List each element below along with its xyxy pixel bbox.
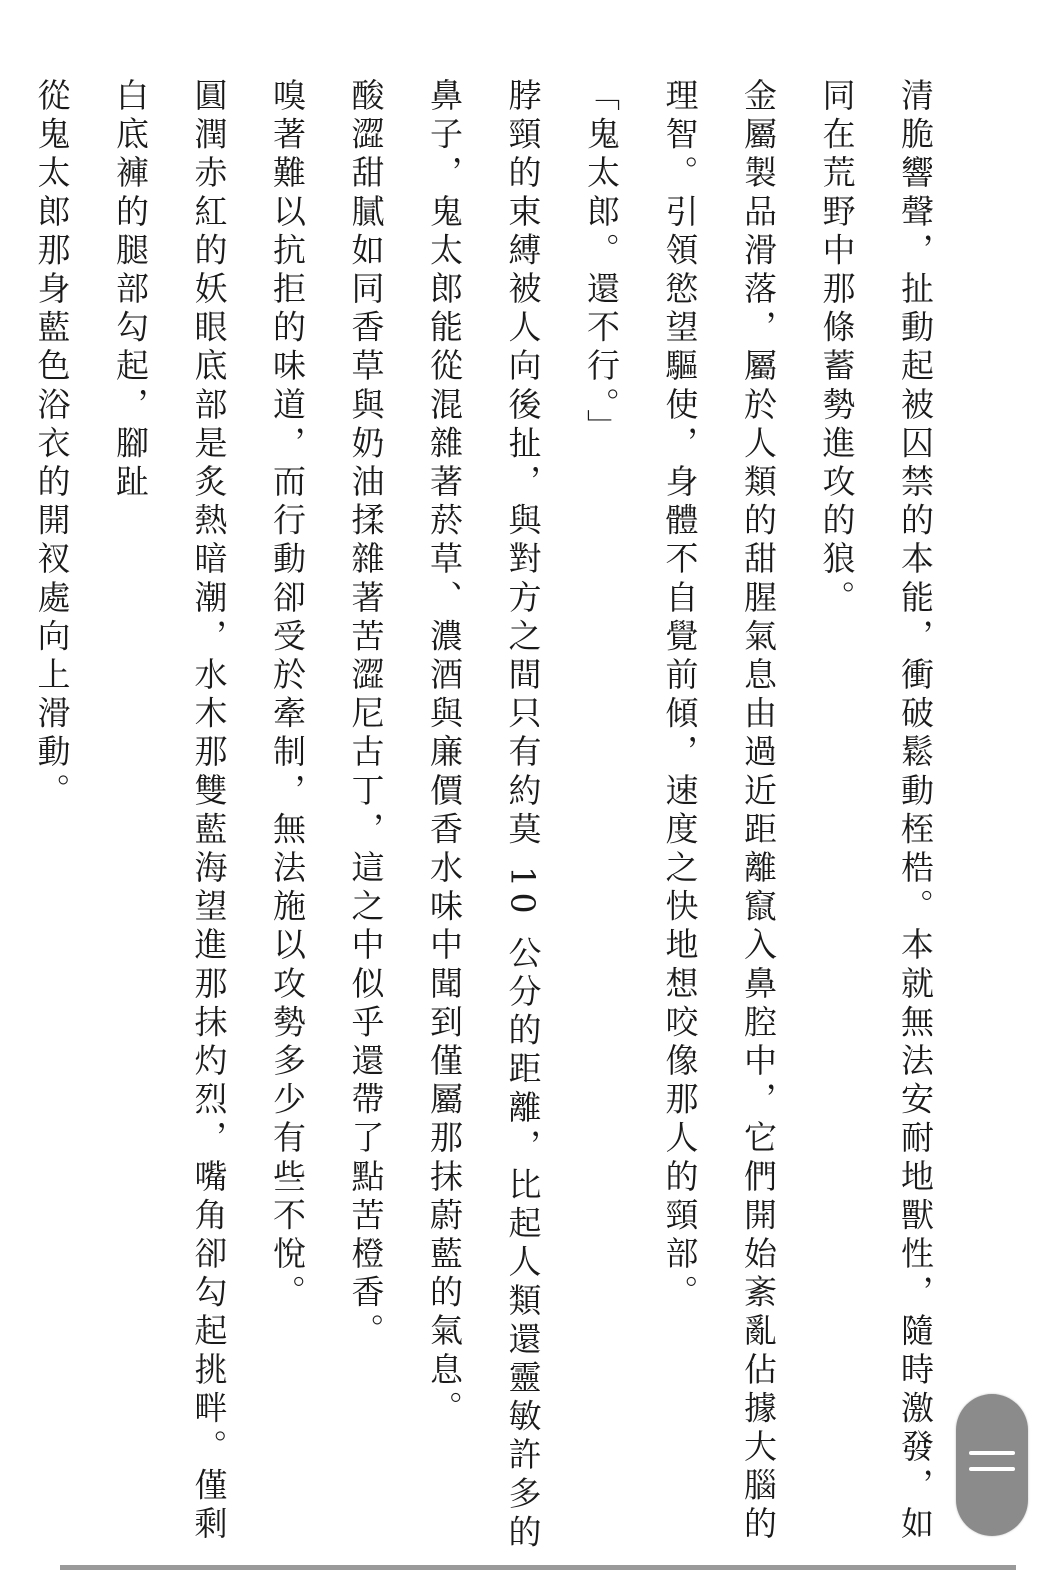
paragraph: 清脆響聲，扯動起被囚禁的本能，衝破鬆動桎梏。本就無法安耐地獸性，隨時激發，如同在荒野中那條蓄勢進攻的狼。	[817, 78, 935, 1545]
paragraph: 金屬製品滑落，屬於人類的甜腥氣息由過近距離竄入鼻腔中，它們開始紊亂佔據大腦的理智。引領慾望驅使，身體不自覺前傾，速度之快地想咬像那人的頸部。	[660, 78, 778, 1545]
paragraph: 圓潤赤紅的妖眼底部是炙熱暗潮，水木那雙藍海望進那抹灼烈，嘴角卻勾起挑畔。僅剩白底褲的腿部勾起，腳趾	[111, 78, 229, 1545]
vertical-text-body	[12, 78, 954, 1566]
paragraph: 酸澀甜膩如同香草與奶油揉雜著苦澀尼古丁，這之中似乎還帶了點苦橙香。	[346, 78, 386, 1352]
paragraph: 脖頸的束縛被人向後扯，與對方之間只有約莫 10 公分的距離，比起人類還靈敏許多的鼻子，鬼太郎能從混雜著菸草、濃酒與廉價香水味中聞到僅屬那抹蔚藍的氣息。	[425, 78, 543, 1553]
hamburger-menu-icon-bar	[969, 1467, 1015, 1471]
menu-button[interactable]	[956, 1394, 1028, 1536]
paragraph: 從鬼太郎那身藍色浴衣的開衩處向上滑動。	[32, 78, 72, 812]
paragraph: 嗅著難以抗拒的味道，而行動卻受於牽制，無法施以攻勢多少有些不悅。	[268, 78, 307, 1314]
bottom-scroll-indicator	[60, 1565, 1016, 1570]
hamburger-menu-icon	[969, 1451, 1015, 1455]
paragraph: 「鬼太郎。還不行。」	[582, 78, 621, 448]
